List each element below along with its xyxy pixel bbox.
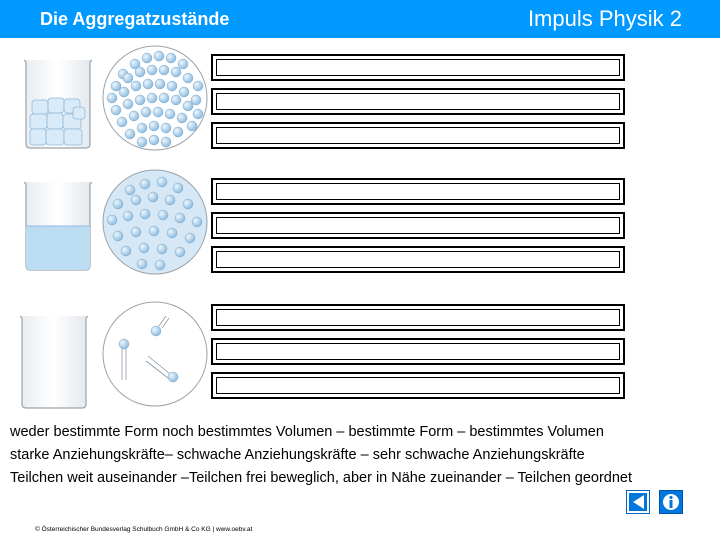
back-triangle-icon: [627, 491, 649, 513]
solid-particles: [103, 46, 207, 150]
answer-slot-7[interactable]: [211, 304, 625, 331]
answer-slot-5[interactable]: [211, 212, 625, 239]
info-icon: [660, 491, 682, 513]
phrase-line-1[interactable]: weder bestimmte Form noch bestimmtes Volumen – bestimmte Form – bestimmtes Volumen: [10, 424, 604, 440]
copyright-notice: © Österreichischer Bundesverlag Schulbuch GmbH & Co KG | www.oebv.at: [35, 526, 253, 533]
answer-slot-3[interactable]: [211, 122, 625, 149]
page-title: Die Aggregatzustände: [40, 9, 230, 29]
solid-beaker: [24, 60, 92, 148]
gas-beaker: [20, 316, 88, 408]
answer-slot-1[interactable]: [211, 54, 625, 81]
info-button[interactable]: [659, 490, 683, 514]
liquid-particles: [103, 170, 207, 274]
answer-slot-8[interactable]: [211, 338, 625, 365]
phrase-line-3[interactable]: Teilchen weit auseinander –Teilchen frei beweglich, aber in Nähe zueinander – Teilchen geordnet: [10, 470, 633, 486]
gas-particles: [103, 302, 207, 406]
header-bar: [0, 0, 720, 38]
brand-title: Impuls Physik 2: [527, 6, 682, 31]
answer-slot-9[interactable]: [211, 372, 625, 399]
answer-slot-6[interactable]: [211, 246, 625, 273]
back-button[interactable]: [626, 490, 650, 514]
phrase-line-2[interactable]: starke Anziehungskräfte– schwache Anziehungskräfte – sehr schwache Anziehungskräfte: [10, 447, 585, 463]
answer-slot-2[interactable]: [211, 88, 625, 115]
answer-slot-4[interactable]: [211, 178, 625, 205]
state-illustrations: [18, 44, 208, 412]
liquid-beaker: [24, 182, 92, 270]
